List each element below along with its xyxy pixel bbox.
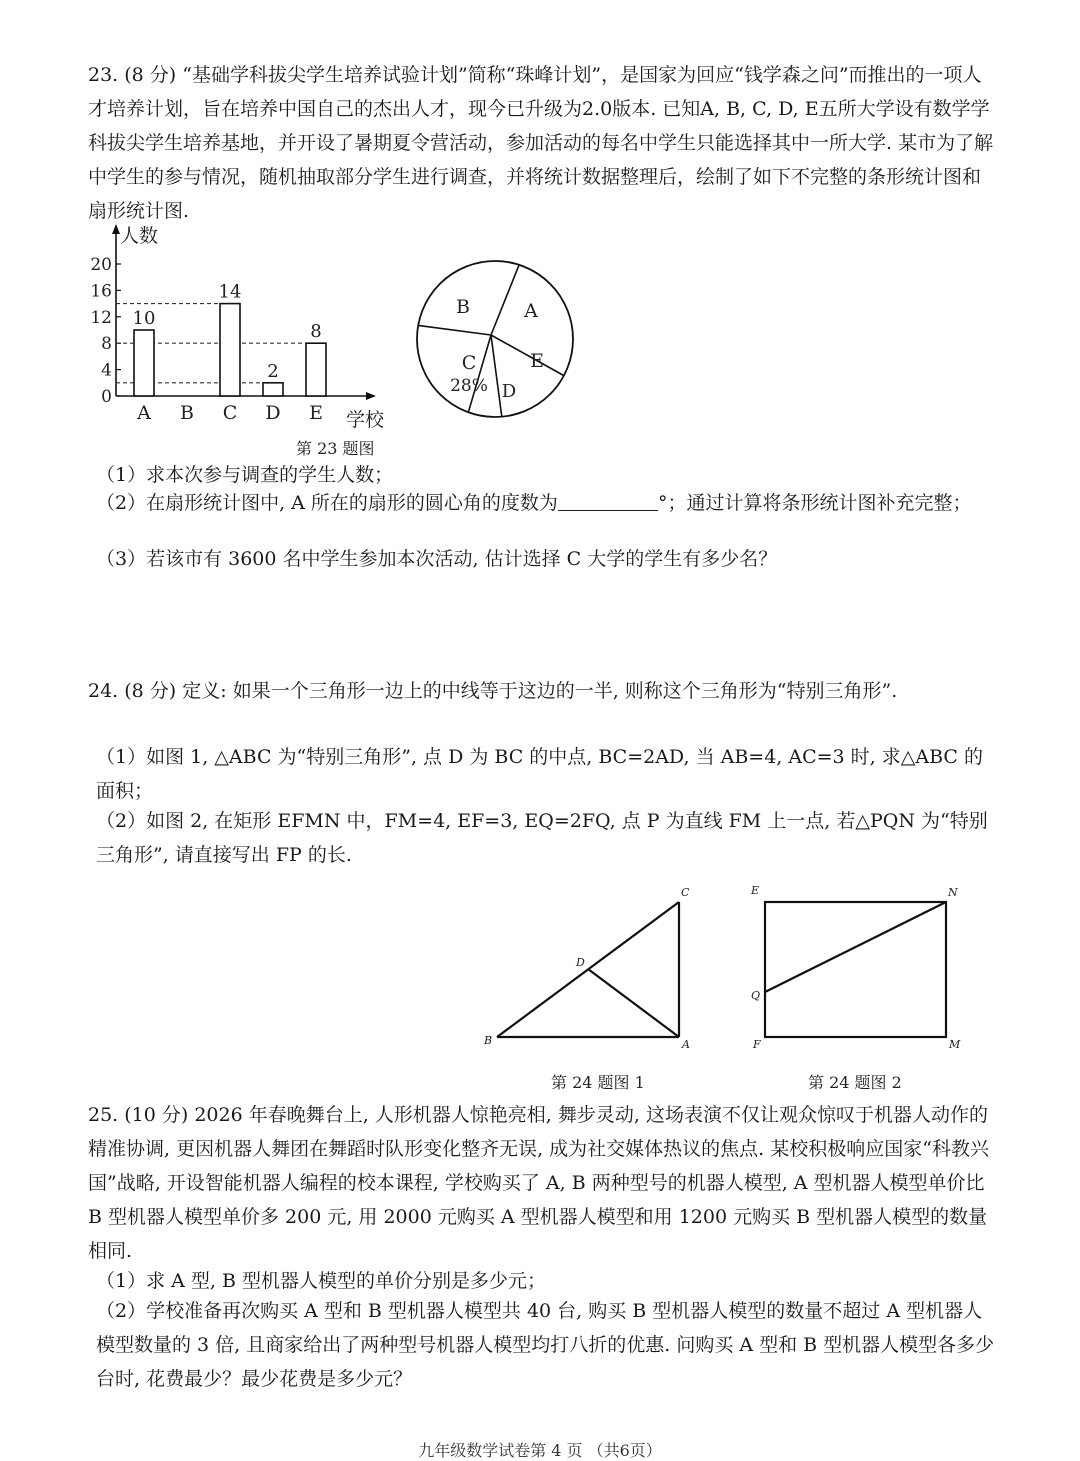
- x-tick-label: C: [222, 402, 238, 424]
- pie-label-d: D: [501, 381, 517, 402]
- q25-part2: （2）学校准备再次购买 A 型和 B 型机器人模型共 40 台, 购买 B 型机器人模型的数量不超过 A 型机器人模型数量的 3 倍, 且商家给出了两种型号机器人模型均打八折的优惠. 问购买 A 型和 B 型机器人模型各多少台时, 花费最少？最少花费是多少元？: [96, 1300, 995, 1390]
- x-tick-label: E: [309, 402, 323, 424]
- q25-stem: 25. (10 分) 2026 年春晚舞台上, 人形机器人惊艳亮相, 舞步灵动, 这场表演不仅让观众惊叹于机器人动作的精准协调, 更因机器人舞团在舞蹈时队形变化整齐无误, 成为社交媒体热议的焦点. 某校积极响应国家“科教兴国”战略, 开设智能机器人编程的校本课程, 学校购买了 A, B 两种型号的机器人模型, A 型机器人模型单价比 B 型机器人模型单价多 200 元, 用 2000 元购买 A 型机器人模型和用 1200 元购买 B 型机器人模型的数量相同.: [88, 1104, 989, 1262]
- x-tick-label: A: [137, 402, 151, 424]
- y-tick-label: 16: [90, 281, 112, 302]
- figure-caption-24-2: 第 24 题图 2: [808, 1073, 902, 1092]
- page-footer: 九年级数学试卷第 4 页 （共6页）: [418, 1441, 662, 1460]
- bar-d: [263, 383, 283, 396]
- x-tick-label: D: [265, 402, 281, 424]
- y-tick-label: 20: [90, 255, 112, 275]
- y-tick-label: 4: [101, 360, 112, 381]
- y-axis-label: 人数: [120, 225, 159, 247]
- q24-stem: 24. (8 分) 定义: 如果一个三角形一边上的中线等于这边的一半, 则称这个三角形为“特别三角形”.: [88, 680, 898, 702]
- x-tick-label: B: [180, 402, 194, 424]
- y-tick-label: 8: [101, 334, 112, 355]
- figure-caption-23: 第 23 题图: [296, 439, 375, 458]
- q23-stem: 23. (8 分) “基础学科拔尖学生培养试验计划”简称“珠峰计划”，是国家为回应“钱学森之问”而推出的一项人才培养计划，旨在培养中国自己的杰出人才，现今已升级为2.0版本. 已知A, B, C, D, E五所大学设有数学学科拔尖学生培养基地，并开设了暑期夏令营活动，参加活动的每名中学生只能选择其中一所大学. 某市为了解中学生的参与情况，随机抽取部分学生进行调查，并将统计数据整理后，绘制了如下不完整的条形统计图和扇形统计图.: [88, 64, 994, 222]
- y-axis-arrow: [112, 224, 120, 234]
- pie-label-a: A: [524, 300, 538, 322]
- q23-part2-b: °；通过计算将条形统计图补充完整；: [657, 492, 972, 514]
- bar-value-label: 2: [267, 360, 279, 382]
- point-label-b: B: [484, 1034, 493, 1047]
- q24-part1: （1）如图 1, △ABC 为“特别三角形”, 点 D 为 BC 的中点, BC=2AD, 当 AB=4, AC=3 时, 求△ABC 的面积；: [96, 746, 983, 802]
- point-label-n: N: [948, 886, 958, 899]
- y-tick-label: 0: [101, 387, 112, 407]
- bar-value-label: 10: [132, 308, 156, 329]
- bar-c: [220, 304, 240, 396]
- pie-label-b: B: [456, 296, 470, 318]
- pie-label-c: C: [461, 352, 477, 374]
- q23-part3: （3）若该市有 3600 名中学生参加本次活动, 估计选择 C 大学的学生有多少名？: [96, 548, 778, 570]
- pie-label-e: E: [530, 350, 544, 372]
- point-label-m: M: [949, 1038, 961, 1051]
- q24-part2: （2）如图 2, 在矩形 EFMN 中，FM=4, EF=3, EQ=2FQ, 点 P 为直线 FM 上一点, 若△PQN 为“特别三角形”, 请直接写出 FP 的长.: [96, 810, 988, 866]
- pie-outline: [417, 261, 573, 417]
- point-label-q: Q: [751, 989, 761, 1002]
- figure-24-1: [470, 880, 710, 1055]
- x-axis-arrow: [366, 392, 376, 400]
- point-label-a: A: [682, 1038, 690, 1051]
- bar-e: [306, 343, 326, 396]
- pie-chart: [405, 255, 585, 425]
- rectangle-efmn: [765, 902, 946, 1037]
- q23-part1: （1）求本次参与调查的学生人数；: [96, 464, 394, 486]
- segment-qn: [765, 902, 946, 992]
- median-ad: [588, 969, 679, 1037]
- figure-24-2: [745, 880, 975, 1055]
- y-tick-label: 12: [90, 307, 112, 328]
- x-axis-label: 学校: [346, 409, 385, 431]
- q25-part1: （1）求 A 型, B 型机器人模型的单价分别是多少元；: [96, 1270, 546, 1292]
- bar-chart: [80, 220, 400, 440]
- point-label-f: F: [753, 1038, 761, 1051]
- bar-value-label: 14: [218, 281, 242, 303]
- q23-part2-a: （2）在扇形统计图中, A 所在的扇形的圆心角的度数为: [96, 492, 558, 514]
- bar-value-label: 8: [310, 321, 322, 343]
- figure-caption-24-1: 第 24 题图 1: [551, 1073, 645, 1092]
- point-label-c: C: [681, 886, 690, 899]
- q23-part2: [96, 486, 996, 520]
- bar-a: [134, 330, 154, 396]
- pie-percent-c: 28%: [450, 376, 488, 396]
- point-label-e: E: [751, 884, 760, 897]
- answer-blank: [558, 490, 658, 511]
- point-label-d: D: [576, 956, 585, 969]
